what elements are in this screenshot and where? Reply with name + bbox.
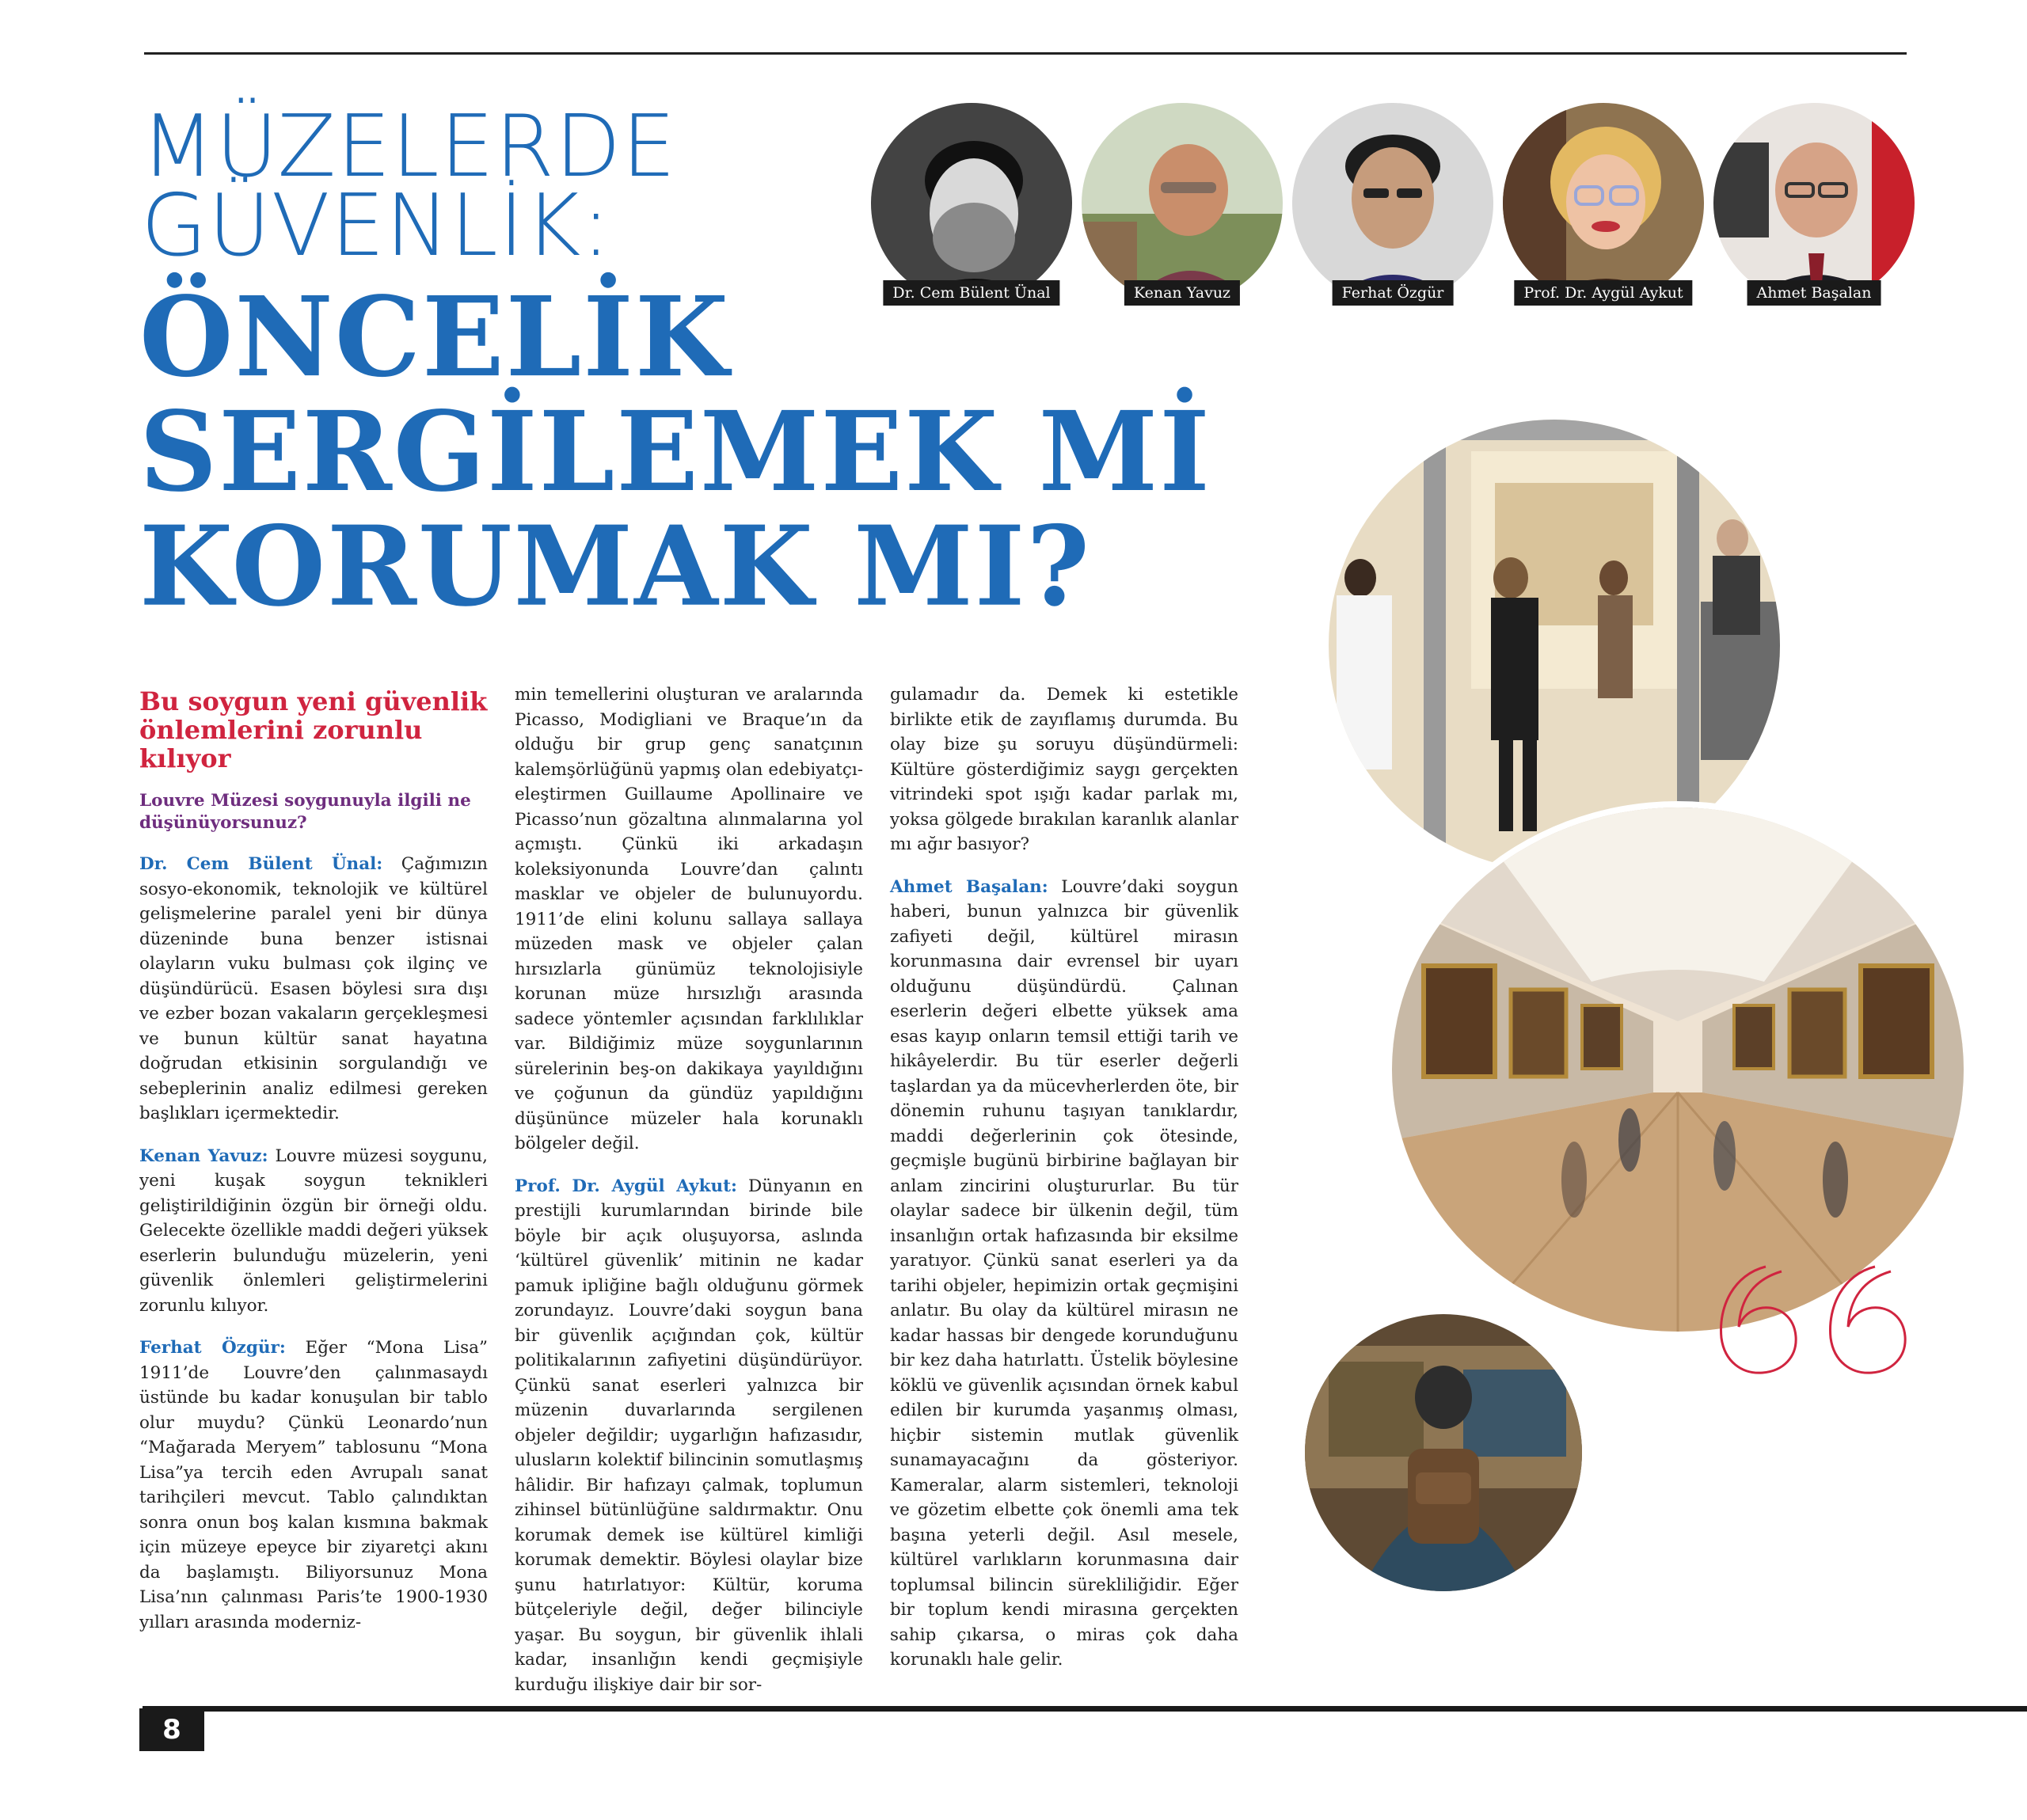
portrait-row [871, 103, 1916, 309]
article-column-1 [139, 687, 488, 1652]
portrait-ahmet-basalan [1713, 103, 1915, 304]
top-rule [144, 52, 1907, 55]
paragraph-text: Eğer “Mona Lisa” 1911’de Louvre’den çalınmasaydı üstünde bu kadar konuşulan bir tablo olur muydu? Çünkü Leonardo’nun “Mağarada Meryem” tablosunu “Mona Lisa”ya tercih eden Avrupalı sanat tarihçileri mevcut. Tablo çalındıktan sonra onun boş kalan kısmına bakmak için müzeye epeyce bir ziyaretçi akını da başlamıştı. Biliyorsunuz Mona Lisa’nın çalınması Paris’te 1900-1930 yılları arasında moderniz- [139, 1338, 488, 1632]
quote-mark-icon [1710, 1251, 1926, 1377]
headline-line-3: KORUMAK MI? [139, 502, 1092, 632]
title-line-1: MÜZELERDE [141, 97, 677, 196]
portrait-ferhat-ozgur [1292, 103, 1493, 304]
page-number: 8 [139, 1708, 204, 1751]
paragraph-text: Louvre’daki soygun haberi, bunun yalnızca bir güvenlik zafiyeti değil, kültürel mirasın korunmasına dair evrensel bir uyarı olduğunu düşündürdü. Çalınan eserlerin değeri elbette yüksek ama esas kayıp onların temsil ettiği tarih ve hikâyelerdir. Bu tür eserler değerli taşlardan ya da mücevherlerden öte, bir dönemin ruhunu taşıyan tanıklardır, maddi değerlerinin çok ötesinde, geçmişle bugünü birbirine bağlayan bir anlam zincirini oluştururlar. Bu tür olaylar sadece bir ülkenin değil, tüm insanlığın ortak hafızasında bir eksilme yaratıyor. Çünkü sanat eserleri ya da tarihi objeler, hepimizin ortak geçmişini anlatır. Bu olay da kültürel mirasın ne kadar hassas bir dengede korunduğunu bir kez daha hatırlattı. Üstelik böylesine köklü ve güvenlik açısından örnek kabul edilen bir kurumda yaşanmış olması, hiçbir sistemin mutlak güvenlik sunamayacağını da gösteriyor. Kameralar, alarm sistemleri, teknoloji ve gözetim elbette çok önemli ama tek başına yeterli değil. Asıl mesele, kültürel varlıkların korunmasına dair toplumsal bilincin sürekliliğidir. Eğer bir toplum kendi mirasına gerçekten sahip çıkarsa, o miras çok daha korunaklı hale gelir. [890, 876, 1238, 1670]
title-thin [141, 97, 854, 275]
paragraph-aygul-aykut [515, 1174, 863, 1698]
portrait-photo [1082, 103, 1283, 304]
paragraph-cem-bulent-unal [139, 852, 488, 1127]
paragraph-text: Çağımızın sosyo-ekonomik, teknolojik ve kültürel gelişmelerine paralel yeni bir dünya düzeninde buna benzer istisnai olayların vuku bulması çok ilginç ve düşündürücü. Esasen böylesi sıra dışı ve ezber bozan vakaların gerçekleşmesi ve bunun kültür sanat hayatına doğrudan etkisinin sorgulandığı ve sebeplerinin analiz edilmesi gereken başlıkları içermektedir. [139, 854, 488, 1123]
speaker-name: Dr. Cem Bülent Ünal: [139, 854, 383, 874]
paragraph-kenan-yavuz [139, 1144, 488, 1319]
headline [139, 272, 1287, 632]
paragraph-continuation: min temellerini oluşturan ve aralarında Picasso, Modigliani ve Braque’ın da olduğu bir grup genç sanatçının kalemşörlüğünü yapmış olan edebiyatçı-eleştirmen Guillaume Apollinaire ve Picasso’nun gözaltına alınmalarına yol açmıştı. Çünkü iki arkadaşın koleksiyonunda Louvre’dan çalıntı masklar ve objeler de bulunuyordu. 1911’de elini kolunu sallaya sallaya müzeden mask ve objeler çalan hırsızlarla günümüz teknolojisiyle korunan müze hırsızlığı arasında sadece yöntemler açısından farklılıklar var. Bildiğimiz müze soygunlarının sürelerinin beş-on dakikaya yayıldığını ve çoğunun da gündüz yapıldığını düşününce müzeler hala korunaklı bölgeler değil. [515, 685, 863, 1153]
paragraph-continuation: gulamadır da. Demek ki estetikle birlikte etik de zayıflamış durumda. Bu olay bize şu soruyu düşündürmeli: Kültüre gösterdiğimiz saygı gerçekten vitrindeki spot ışığı kadar parlak mı, yoksa gölgede bırakılan karanlık alanlar mı ağır basıyor? [890, 685, 1238, 854]
title-line-2: GÜVENLİK: [141, 177, 611, 275]
portrait-aygul-aykut [1503, 103, 1704, 304]
portrait-cem-bulent-unal [871, 103, 1072, 304]
portrait-caption: Kenan Yavuz [1124, 280, 1240, 306]
portrait-kenan-yavuz [1082, 103, 1283, 304]
portrait-caption: Ahmet Başalan [1747, 280, 1881, 306]
photo-visitor-backpack [1305, 1314, 1582, 1591]
speaker-name: Prof. Dr. Aygül Aykut: [515, 1176, 737, 1196]
question: Louvre Müzesi soygunuyla ilgili ne düşünüyorsunuz? [139, 791, 471, 833]
portrait-photo [871, 103, 1072, 304]
portrait-caption: Prof. Dr. Aygül Aykut [1514, 280, 1692, 306]
kicker: Bu soygun yeni güvenlik önlemlerini zorunlu kılıyor [139, 686, 488, 773]
portrait-photo [1292, 103, 1493, 304]
speaker-name: Kenan Yavuz: [139, 1146, 268, 1166]
speaker-name: Ahmet Başalan: [890, 876, 1048, 897]
paragraph-text: Dünyanın en prestijli kurumlarından birinde bile böyle bir açık oluşuyorsa, aslında ‘kültürel güvenlik’ mitinin ne kadar pamuk ipliğine bağlı olduğunu görmek zorundayız. Louvre’daki soygun bana bir güvenlik açığından çok, kültür politikalarının zafiyetini düşündürüyor. Çünkü sanat eserleri yalnızca bir müzenin duvarlarında sergilenen objeler değildir; uygarlığın hafızasıdır, ulusların kolektif bilincinin somutlaşmış hâlidir. Bir hafızayı çalmak, toplumun zihinsel bütünlüğüne saldırmaktır. Onu korumak demek ise kültürel kimliği korumak demektir. Böylesi olaylar bize şunu hatırlatıyor: Kültür, koruma bütçeleriyle değil, değer bilinciyle yaşar. Bu soygun, bir güvenlik ihlali kadar, insanlığın kendi geçmişiyle kurduğu ilişkiye dair bir sor- [515, 1176, 863, 1695]
portrait-caption: Ferhat Özgür [1333, 280, 1454, 306]
paragraph-ahmet-basalan [890, 875, 1238, 1673]
bottom-rule [143, 1706, 2027, 1712]
speaker-name: Ferhat Özgür: [139, 1338, 286, 1358]
portrait-caption: Dr. Cem Bülent Ünal [883, 280, 1059, 306]
article-column-3 [890, 682, 1238, 1690]
headline-line-1: ÖNCELİK [139, 272, 731, 402]
portrait-photo [1713, 103, 1915, 304]
paragraph-text: Louvre müzesi soygunu, yeni kuşak soygun teknikleri geliştirildiğinin özgün bir örneği oldu. Gelecekte özellikle maddi değeri yüksek eserlerin bulunduğu müzelerin, yeni güvenlik önlemleri geliştirmelerini zorunlu kılıyor. [139, 1146, 488, 1316]
article-column-2 [515, 682, 863, 1715]
portrait-photo [1503, 103, 1704, 304]
headline-line-2: SERGİLEMEK Mİ [139, 387, 1211, 517]
paragraph-ferhat-ozgur [139, 1336, 488, 1635]
